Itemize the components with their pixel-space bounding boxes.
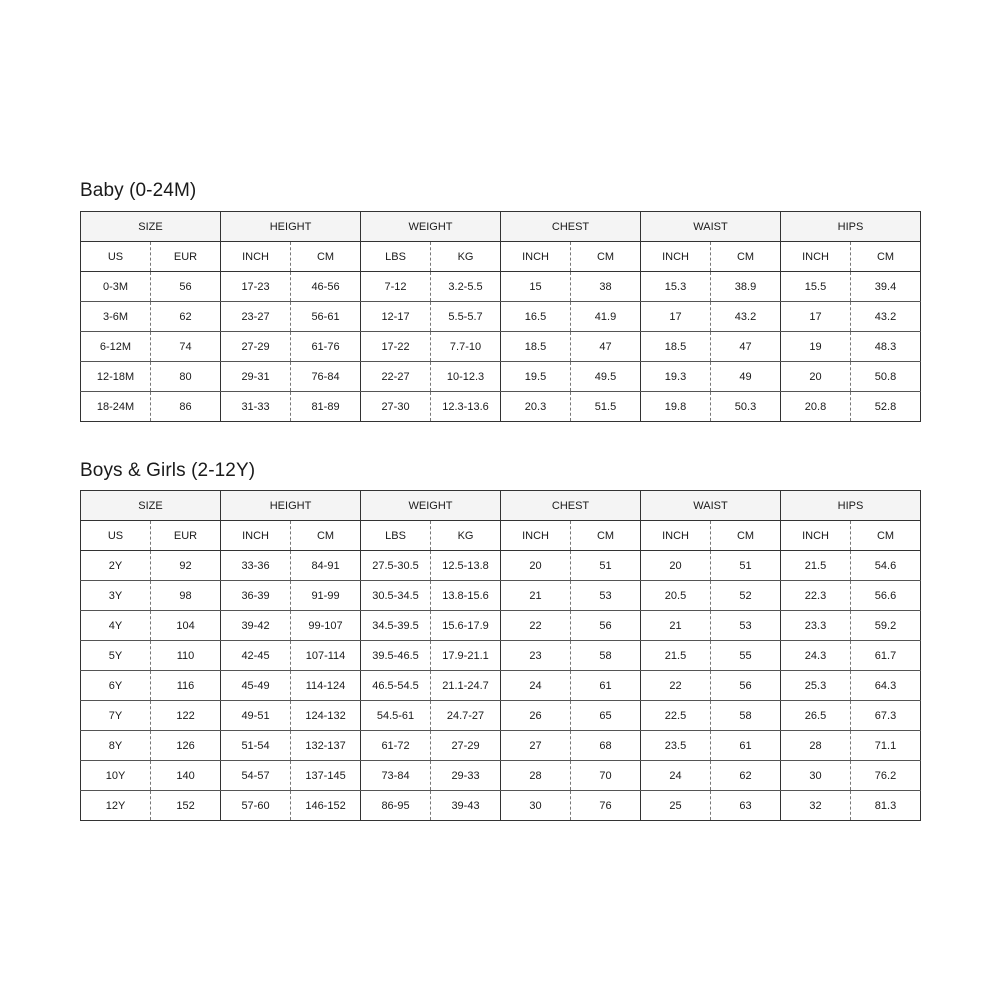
table-cell: 146-152 bbox=[291, 791, 361, 821]
sub-header-row bbox=[81, 242, 921, 272]
table-cell: 27-29 bbox=[431, 731, 501, 761]
table-cell: 28 bbox=[781, 731, 851, 761]
table-cell: 43.2 bbox=[851, 302, 921, 332]
table-cell: 30.5-34.5 bbox=[361, 581, 431, 611]
table-row bbox=[81, 581, 921, 611]
table-cell: 56 bbox=[571, 611, 641, 641]
table-cell: 32 bbox=[781, 791, 851, 821]
table-cell: 27-30 bbox=[361, 392, 431, 422]
table-cell: 39-43 bbox=[431, 791, 501, 821]
sub-header-cell: INCH bbox=[641, 242, 711, 272]
table-cell: 58 bbox=[711, 701, 781, 731]
table-cell: 38.9 bbox=[711, 272, 781, 302]
table-cell: 52.8 bbox=[851, 392, 921, 422]
table-cell: 10-12.3 bbox=[431, 362, 501, 392]
table-cell: 137-145 bbox=[291, 761, 361, 791]
table-cell: 110 bbox=[151, 641, 221, 671]
table-cell: 15.3 bbox=[641, 272, 711, 302]
table-cell: 71.1 bbox=[851, 731, 921, 761]
group-header-cell: SIZE bbox=[81, 491, 221, 521]
table-cell: 0-3M bbox=[81, 272, 151, 302]
table-cell: 116 bbox=[151, 671, 221, 701]
table-cell: 47 bbox=[571, 332, 641, 362]
table-cell: 17 bbox=[641, 302, 711, 332]
table-cell: 22 bbox=[501, 611, 571, 641]
table-cell: 51.5 bbox=[571, 392, 641, 422]
table-cell: 5.5-5.7 bbox=[431, 302, 501, 332]
table-cell: 39.4 bbox=[851, 272, 921, 302]
table-cell: 84-91 bbox=[291, 551, 361, 581]
table-cell: 18-24M bbox=[96, 400, 135, 413]
table-cell: 24.3 bbox=[781, 641, 851, 671]
table-cell: 81.3 bbox=[851, 791, 921, 821]
table-row bbox=[81, 272, 921, 302]
table-cell: 20 bbox=[781, 362, 851, 392]
sub-header-cell: INCH bbox=[781, 521, 851, 551]
table-cell: 21.1-24.7 bbox=[431, 671, 501, 701]
table-cell: 27 bbox=[501, 731, 571, 761]
table-cell: 86-95 bbox=[361, 791, 431, 821]
table-cell: 81-89 bbox=[291, 392, 361, 422]
table-cell: 22.5 bbox=[641, 701, 711, 731]
table-cell: 7.7-10 bbox=[431, 332, 501, 362]
table-cell: 8Y bbox=[81, 731, 151, 761]
table-cell: 10Y bbox=[81, 761, 151, 791]
table-cell: 15.5 bbox=[781, 272, 851, 302]
table-cell: 20.5 bbox=[641, 581, 711, 611]
table-cell: 98 bbox=[151, 581, 221, 611]
group-header-cell: HEIGHT bbox=[221, 212, 361, 242]
table-row bbox=[81, 332, 921, 362]
table-cell: 48.3 bbox=[851, 332, 921, 362]
group-header-cell: SIZE bbox=[81, 212, 221, 242]
table-cell: 17.9-21.1 bbox=[431, 641, 501, 671]
table-cell: 33-36 bbox=[221, 551, 291, 581]
table-cell: 63 bbox=[711, 791, 781, 821]
kids-size-table bbox=[80, 490, 921, 821]
sub-header-cell: EUR bbox=[151, 521, 221, 551]
group-header-cell: HIPS bbox=[781, 212, 921, 242]
table-cell: 61 bbox=[711, 731, 781, 761]
table-cell: 46.5-54.5 bbox=[361, 671, 431, 701]
baby-size-table bbox=[80, 211, 921, 422]
table-row bbox=[81, 761, 921, 791]
table-cell: 64.3 bbox=[851, 671, 921, 701]
sub-header-cell: CM bbox=[851, 242, 921, 272]
table-cell: 56 bbox=[151, 272, 221, 302]
table-cell: 56-61 bbox=[291, 302, 361, 332]
table-cell: 22-27 bbox=[361, 362, 431, 392]
table-cell: 152 bbox=[151, 791, 221, 821]
table-cell: 91-99 bbox=[291, 581, 361, 611]
sub-header-cell: US bbox=[81, 242, 151, 272]
group-header-row bbox=[81, 212, 921, 242]
table-row bbox=[81, 641, 921, 671]
table-cell: 57-60 bbox=[221, 791, 291, 821]
sub-header-cell: US bbox=[81, 521, 151, 551]
table-row bbox=[81, 611, 921, 641]
table-cell: 25 bbox=[641, 791, 711, 821]
sub-header-cell: CM bbox=[291, 242, 361, 272]
table-cell: 31-33 bbox=[221, 392, 291, 422]
group-header-cell: WAIST bbox=[641, 491, 781, 521]
table-cell: 74 bbox=[151, 332, 221, 362]
sub-header-cell: CM bbox=[571, 242, 641, 272]
table-cell: 12-18M bbox=[81, 362, 151, 392]
table-cell: 12Y bbox=[105, 799, 126, 812]
table-cell: 46-56 bbox=[291, 272, 361, 302]
table-cell: 56.6 bbox=[851, 581, 921, 611]
table-cell: 92 bbox=[151, 551, 221, 581]
sub-header-cell: CM bbox=[711, 242, 781, 272]
table-cell: 23 bbox=[501, 641, 571, 671]
table-cell: 29-33 bbox=[431, 761, 501, 791]
table-cell: 76 bbox=[571, 791, 641, 821]
table-cell: 19.3 bbox=[641, 362, 711, 392]
sub-header-cell: INCH bbox=[641, 521, 711, 551]
table-row bbox=[81, 791, 921, 821]
table-cell: 18.5 bbox=[641, 332, 711, 362]
table-cell: 86 bbox=[151, 392, 221, 422]
table-cell: 50.3 bbox=[711, 392, 781, 422]
table-cell: 47 bbox=[711, 332, 781, 362]
table-cell: 26 bbox=[501, 701, 571, 731]
table-cell: 51 bbox=[571, 551, 641, 581]
table-cell: 18.5 bbox=[501, 332, 571, 362]
table-cell: 67.3 bbox=[851, 701, 921, 731]
sub-header-cell: CM bbox=[711, 521, 781, 551]
table-cell: 51-54 bbox=[221, 731, 291, 761]
table-cell: 49-51 bbox=[221, 701, 291, 731]
table-cell: 65 bbox=[571, 701, 641, 731]
table-cell: 27-29 bbox=[221, 332, 291, 362]
table-cell: 24.7-27 bbox=[431, 701, 501, 731]
sub-header-cell: INCH bbox=[781, 242, 851, 272]
table-cell: 42-45 bbox=[221, 641, 291, 671]
table-row bbox=[81, 362, 921, 392]
table-cell: 132-137 bbox=[291, 731, 361, 761]
table-row bbox=[81, 302, 921, 332]
group-header-cell: CHEST bbox=[501, 212, 641, 242]
table-row bbox=[81, 671, 921, 701]
table-cell: 126 bbox=[151, 731, 221, 761]
table-cell: 22.3 bbox=[781, 581, 851, 611]
table-cell: 23.3 bbox=[781, 611, 851, 641]
table-cell: 7-12 bbox=[361, 272, 431, 302]
sub-header-cell: INCH bbox=[221, 242, 291, 272]
table-cell: 12.5-13.8 bbox=[431, 551, 501, 581]
sub-header-cell: KG bbox=[431, 242, 501, 272]
group-header-cell: CHEST bbox=[501, 491, 641, 521]
table-cell: 76.2 bbox=[851, 761, 921, 791]
table-cell: 34.5-39.5 bbox=[361, 611, 431, 641]
table-cell: 7Y bbox=[81, 701, 151, 731]
baby-section-title: Baby (0-24M) bbox=[80, 180, 197, 201]
table-cell: 20.8 bbox=[781, 392, 851, 422]
table-cell: 20 bbox=[641, 551, 711, 581]
table-cell: 54-57 bbox=[221, 761, 291, 791]
kids-section-title: Boys & Girls (2-12Y) bbox=[80, 460, 256, 481]
table-cell: 62 bbox=[711, 761, 781, 791]
table-cell: 19 bbox=[781, 332, 851, 362]
table-row bbox=[81, 392, 921, 422]
table-cell: 21.5 bbox=[641, 641, 711, 671]
table-cell: 61-76 bbox=[291, 332, 361, 362]
table-cell: 19.5 bbox=[501, 362, 571, 392]
sub-header-cell: CM bbox=[291, 521, 361, 551]
table-cell: 54.6 bbox=[851, 551, 921, 581]
table-cell: 114-124 bbox=[291, 671, 361, 701]
table-cell: 6-12M bbox=[81, 332, 151, 362]
group-header-cell: HEIGHT bbox=[221, 491, 361, 521]
table-cell: 3.2-5.5 bbox=[431, 272, 501, 302]
table-cell: 21.5 bbox=[781, 551, 851, 581]
table-cell: 3Y bbox=[81, 581, 151, 611]
sub-header-cell: EUR bbox=[151, 242, 221, 272]
table-cell: 21 bbox=[641, 611, 711, 641]
sub-header-cell: CM bbox=[851, 521, 921, 551]
table-cell: 2Y bbox=[81, 551, 151, 581]
table-cell: 140 bbox=[151, 761, 221, 791]
table-cell: 41.9 bbox=[571, 302, 641, 332]
table-cell: 22 bbox=[641, 671, 711, 701]
table-row bbox=[81, 731, 921, 761]
table-cell: 39-42 bbox=[221, 611, 291, 641]
table-row bbox=[81, 701, 921, 731]
table-cell: 3-6M bbox=[81, 302, 151, 332]
table-cell: 29-31 bbox=[221, 362, 291, 392]
table-cell: 122 bbox=[151, 701, 221, 731]
table-cell: 52 bbox=[711, 581, 781, 611]
table-cell: 80 bbox=[151, 362, 221, 392]
sub-header-cell: INCH bbox=[501, 521, 571, 551]
table-cell: 61.7 bbox=[851, 641, 921, 671]
table-cell: 70 bbox=[571, 761, 641, 791]
table-cell: 20.3 bbox=[501, 392, 571, 422]
table-cell: 53 bbox=[571, 581, 641, 611]
table-cell: 24 bbox=[641, 761, 711, 791]
table-cell: 56 bbox=[711, 671, 781, 701]
table-cell: 12-17 bbox=[361, 302, 431, 332]
table-cell: 27.5-30.5 bbox=[361, 551, 431, 581]
table-cell: 30 bbox=[781, 761, 851, 791]
table-cell: 12.3-13.6 bbox=[431, 392, 501, 422]
table-cell: 49.5 bbox=[571, 362, 641, 392]
table-cell: 24 bbox=[501, 671, 571, 701]
table-cell: 55 bbox=[711, 641, 781, 671]
table-cell: 50.8 bbox=[851, 362, 921, 392]
table-cell: 39.5-46.5 bbox=[361, 641, 431, 671]
table-cell: 61 bbox=[571, 671, 641, 701]
table-cell: 30 bbox=[501, 791, 571, 821]
table-cell: 54.5-61 bbox=[361, 701, 431, 731]
table-cell: 62 bbox=[151, 302, 221, 332]
table-cell: 25.3 bbox=[781, 671, 851, 701]
table-cell: 28 bbox=[501, 761, 571, 791]
table-cell: 21 bbox=[501, 581, 571, 611]
table-cell: 20 bbox=[501, 551, 571, 581]
table-cell: 5Y bbox=[81, 641, 151, 671]
table-cell: 23.5 bbox=[641, 731, 711, 761]
table-cell: 38 bbox=[571, 272, 641, 302]
sub-header-cell: LBS bbox=[361, 242, 431, 272]
table-cell: 15 bbox=[501, 272, 571, 302]
table-cell: 19.8 bbox=[641, 392, 711, 422]
table-cell: 59.2 bbox=[851, 611, 921, 641]
table-cell: 99-107 bbox=[291, 611, 361, 641]
table-cell: 15.6-17.9 bbox=[431, 611, 501, 641]
table-cell: 53 bbox=[711, 611, 781, 641]
table-cell: 124-132 bbox=[291, 701, 361, 731]
table-cell: 6Y bbox=[81, 671, 151, 701]
sub-header-cell: INCH bbox=[221, 521, 291, 551]
sub-header-cell: KG bbox=[431, 521, 501, 551]
table-cell: 36-39 bbox=[221, 581, 291, 611]
group-header-cell: WAIST bbox=[641, 212, 781, 242]
table-cell: 23-27 bbox=[221, 302, 291, 332]
table-cell: 43.2 bbox=[711, 302, 781, 332]
table-cell: 45-49 bbox=[221, 671, 291, 701]
sub-header-cell: CM bbox=[571, 521, 641, 551]
table-cell: 73-84 bbox=[361, 761, 431, 791]
table-cell: 49 bbox=[711, 362, 781, 392]
group-header-cell: HIPS bbox=[781, 491, 921, 521]
table-cell: 107-114 bbox=[291, 641, 361, 671]
table-cell: 13.8-15.6 bbox=[431, 581, 501, 611]
table-cell: 17-23 bbox=[221, 272, 291, 302]
table-cell: 17-22 bbox=[361, 332, 431, 362]
table-cell: 58 bbox=[571, 641, 641, 671]
group-header-row bbox=[81, 491, 921, 521]
table-cell: 16.5 bbox=[501, 302, 571, 332]
sub-header-cell: LBS bbox=[361, 521, 431, 551]
group-header-cell: WEIGHT bbox=[361, 491, 501, 521]
table-cell: 76-84 bbox=[291, 362, 361, 392]
table-cell: 68 bbox=[571, 731, 641, 761]
sub-header-cell: INCH bbox=[501, 242, 571, 272]
table-row bbox=[81, 551, 921, 581]
table-cell: 17 bbox=[781, 302, 851, 332]
table-cell: 104 bbox=[151, 611, 221, 641]
table-cell: 61-72 bbox=[361, 731, 431, 761]
table-cell: 4Y bbox=[81, 611, 151, 641]
group-header-cell: WEIGHT bbox=[361, 212, 501, 242]
table-cell: 26.5 bbox=[781, 701, 851, 731]
table-cell: 51 bbox=[711, 551, 781, 581]
sub-header-row bbox=[81, 521, 921, 551]
